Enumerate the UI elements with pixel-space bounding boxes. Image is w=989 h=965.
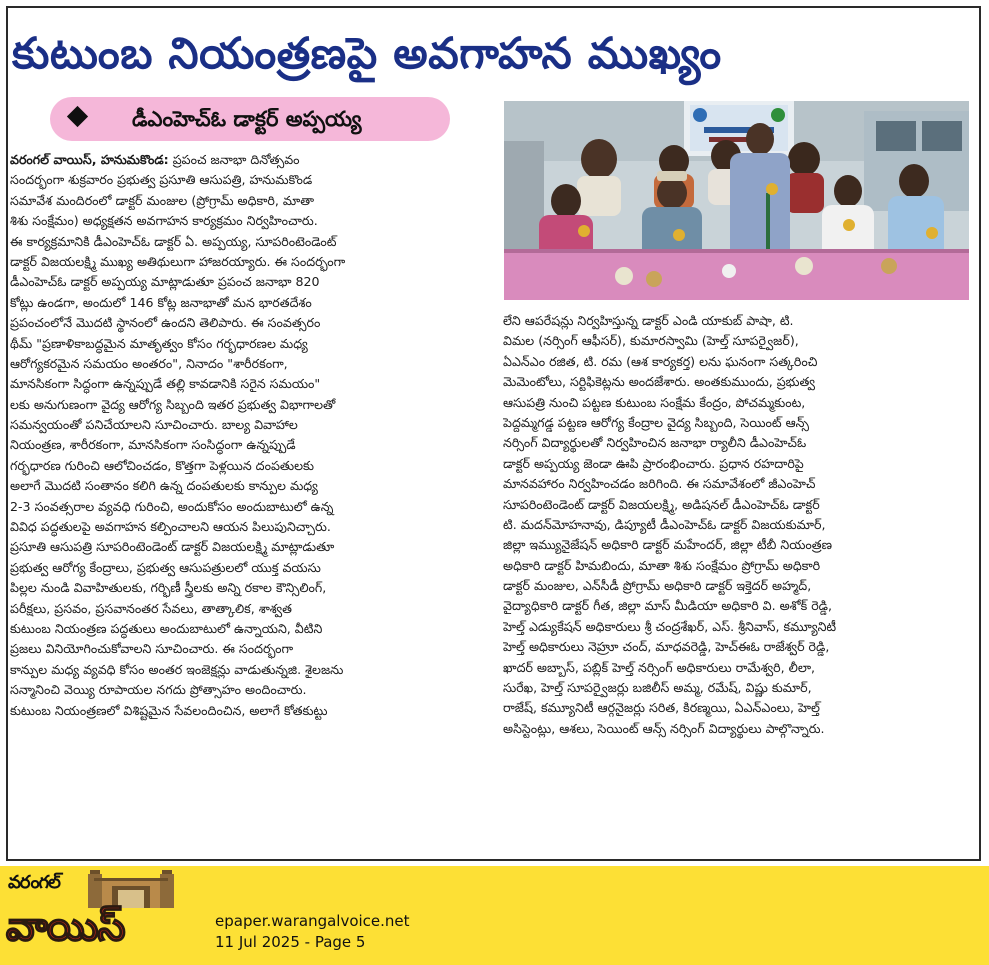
article-line: నర్సింగ్ విద్యార్థులతో నిర్వహించిన జనాభా ర్యాలీని డీఎంహెచ్ఓ [503,435,807,451]
logo-big-text: వాయిస్ [6,904,125,950]
article-line: అధికారి డాక్టర్ హిమబిందు, మాతా శిశు సంక్షేమం ప్రోగ్రామ్ అధికారి [503,557,821,573]
article-line [10,293,492,313]
article-line [10,558,492,578]
article-column-right [503,311,971,739]
article-line: మానవహారం నిర్వహించడం జరిగింది. ఈ సమావేశంలో జీఎంహెచ్ [503,476,816,492]
article-line-text: థీమ్ "ప్రణాళికాబద్ధమైన మాతృత్వం కోసం గర్భధారణల మధ్య [10,335,308,351]
article-line-text: పరీక్షలు, ప్రసవం, ప్రసవానంతర సేవలు, తాత్కాలిక, శాశ్వత [10,600,292,616]
article-line-text: సమన్వయంతో పనిచేయాలని సూచించారు. బాల్య వివాహాల [10,417,298,433]
article-line-text: సన్మానించి వెయ్యి రూపాయల నగదు ప్రోత్సాహం అందించారు. [10,682,307,698]
article-line-text: ప్రపంచ జనాభా దినోత్సవం [168,152,300,167]
article-line-text: గర్భధారణ గురించి ఆలోచించడం, కొత్తగా పెళ్లయిన దంపతులకు [10,457,314,473]
diamond-bullet-icon [67,106,88,127]
article-line: పెద్దమ్మగడ్డ పట్టణ ఆరోగ్య కేంద్రాల వైద్య సిబ్బంది, సెయింట్ ఆన్స్ [503,414,810,430]
dateline: వరంగల్ వాయిస్, హనుమకొండ: [10,152,169,167]
article-line-text: కాన్పుల మధ్య వ్యవధి కోసం అంతర ఇంజెక్షన్లు వాడుతున్నజి. శైలజను [10,661,344,677]
article-line [10,232,492,252]
article-line [10,272,492,292]
article-line [10,619,492,639]
article-line: రాజేష్, కమ్యూనిటీ ఆర్గనైజర్లు సరిత, కిరణ్మయి, ఏఎన్ఎంలు, హెల్త్ [503,700,820,716]
article-line-text: డీఎంహెచ్ఓ డాక్టర్ అప్పయ్య మాట్లాడుతూ ప్రపంచ జనాభా 820 [10,274,320,290]
article-line: సూపరింటెండెంట్ డాక్టర్ విజయలక్ష్మి, అడిషనల్ డీఎంహెచ్ఓ డాక్టర్ [503,496,820,512]
article-line-text: కుటుంబ నియంత్రణ పద్ధతులు అందుబాటులో ఉన్నాయని, వీటిని [10,620,323,636]
warangal-voice-logo [6,870,202,960]
article-line-text: ప్రపంచంలోనే మొదటి స్థానంలో ఉందని తెలిపారు. ఈ సంవత్సరం [10,315,321,331]
article-line [10,517,492,537]
article-line: ఖాదర్ అబ్బాస్, పబ్లిక్ హెల్త్ నర్సింగ్ అధికారులు రామేశ్వరి, లీలా, [503,659,816,675]
article-line [10,456,492,476]
event-photo [504,101,969,300]
article-line-text: ప్రసూతి ఆసుపత్రి సూపరింటెండెంట్ డాక్టర్ విజయలక్ష్మి మాట్లాడుతూ [10,539,335,555]
article-line: సురేఖ, హెల్త్ సూపర్వైజర్లు బజిలీస్ అమ్మ, రమేష్, విష్ణు కుమార్, [503,680,812,696]
article-line: టి. మదన్‌మోహనావు, డిప్యూటీ డీఎంహెచ్ఓ డాక్టర్ విజయకుమార్, [503,516,826,532]
article-line: మెమెంటోలు, సర్టిఫికెట్లను అందజేశారు. అంతకుముందు, ప్రభుత్వ [503,374,815,390]
article-line [10,170,492,190]
article-line: ఆసుపత్రి నుంచి పట్టణ కుటుంబ సంక్షేమ కేంద్రం, పోచమ్మకుంట, [503,394,806,410]
article-line [10,191,492,211]
event-photo-illustration [504,101,969,300]
article-line: లేని ఆపరేషన్లు నిర్వహిస్తున్న డాక్టర్ ఎండి యాకుబ్ పాషా, టి. [503,313,794,328]
article-line: హెల్త్ అధికారులు నెహ్రూ చంద్, మాధవరెడ్డి, హెచ్ఈఓ రాజేశ్వర్ రెడ్డి, [503,639,830,655]
article-line [10,701,492,721]
article-line [10,537,492,557]
article-line-text: నియంత్రణ, శారీరకంగా, మానసికంగా సంసిద్ధంగా ఉన్నప్పుడే [10,437,296,453]
article-line [10,395,492,415]
epaper-url: epaper.warangalvoice.net [215,912,410,930]
article-line-text: లకు అనుగుణంగా వైద్య ఆరోగ్య సిబ్బంది ఇతర ప్రభుత్వ విభాగాలతో [10,396,336,412]
article-line: వైద్యాధికారి డాక్టర్ గీత, జిల్లా మాస్ మీడియా అధికారి వి. అశోక్ రెడ్డి, [503,598,832,614]
article-line: అసిస్టెంట్లు, ఆశలు, సెయింట్ ఆన్స్ నర్సింగ్ విద్యార్థులు పాల్గొన్నారు. [503,720,825,736]
article-line-text: సమావేశ మందిరంలో డాక్టర్ మంజుల (ప్రోగ్రామ్ అధికారి, మాతా [10,192,315,208]
article-line-text: అలాగే మొదటి సంతానం కలిగి ఉన్న దంపతులకు కాన్పుల మధ్య [10,478,318,494]
article-line-text: కోట్లు ఉండగా, అందులో 146 కోట్ల జనాభాతో మన భారతదేశం [10,294,312,310]
article-line [10,599,492,619]
headline: కుటుంబ నియంత్రణపై అవగాహన ముఖ్యం [12,29,722,79]
article-line-text: డాక్టర్ విజయలక్ష్మి ముఖ్య అతిథులుగా హాజరయ్యారు. ఈ సందర్భంగా [10,253,346,269]
article-line [10,435,492,455]
article-line [10,374,492,394]
article-line-text: శిశు సంక్షేమం) అధ్యక్షతన అవగాహన కార్యక్రమం నిర్వహించారు. [10,213,318,229]
article-line [10,150,492,170]
article-line: జిల్లా ఇమ్యునైజేషన్ అధికారి డాక్టర్ మహేందర్, జిల్లా టీబీ నియంత్రణ [503,537,832,553]
article-line: ఏఎన్ఎం రజిత, టి. రమ (ఆశ కార్యకర్త) లను ఘనంగా సత్కరించి [503,353,818,369]
article-line [10,639,492,659]
article-line: విమల (నర్సింగ్ ఆఫీసర్), కుమారస్వామి (హెల్త్ సూపర్వైజర్), [503,333,799,349]
logo-small-text: వరంగల్ [8,872,60,893]
article-line [10,476,492,496]
article-line-text: పిల్లల నుండి వివాహితులకు, గర్భిణీ స్త్రీలకు అన్ని రకాల కౌన్సిలింగ్, [10,580,327,596]
article-line [10,680,492,700]
article-line-text: ప్రభుత్వ ఆరోగ్య కేంద్రాలు, ప్రభుత్వ ఆసుపత్రులలో యుక్త వయసు [10,559,321,575]
article-line: డాక్టర్ అప్పయ్య జెండా ఊపి ప్రారంభించారు. ప్రధాన రహదారిపై [503,455,804,471]
article-line-text: ఈ కార్యక్రమానికి డీఎంహెచ్ఓ డాక్టర్ ఏ. అప్పయ్య, సూపరింటెండెంట్ [10,233,337,249]
article-line: డాక్టర్ మంజుల, ఎన్‌సీడీ ప్రోగ్రామ్ అధికారి డాక్టర్ ఇక్తెదర్ అహ్మద్, [503,578,812,594]
article-line [10,252,492,272]
article-line-text: వివిధ పద్ధతులపై అవగాహన కల్పించాలని ఆయన పిలుపునిచ్చారు. [10,519,331,535]
subhead-banner [50,97,450,141]
article-line-text: ప్రజలు వినియోగించుకోవాలని సూచించారు. ఈ సందర్భంగా [10,641,294,657]
article-line [10,578,492,598]
article-line-text: ఆరోగ్యకరమైన సమయం అంతరం", నినాదం "శారీరకంగా, [10,355,288,371]
article-line [10,313,492,333]
article-line [10,497,492,517]
edition-date-page: 11 Jul 2025 - Page 5 [215,933,366,951]
article-line-text: 2-3 సంవత్సరాల వ్యవధి గురించి, అందుకోసం అందుబాటులో ఉన్న [10,498,334,514]
article-line [10,415,492,435]
article-line [10,660,492,680]
article-line [10,334,492,354]
article-line [10,211,492,231]
article-column-left [10,150,492,721]
article-line: హెల్త్ ఎడ్యుకేషన్ అధికారులు శ్రీ చంద్రశేఖర్, ఎస్. శ్రీనివాస్, కమ్యూనిటీ [503,618,837,634]
article-line-text: సందర్భంగా శుక్రవారం ప్రభుత్వ ప్రసూతి ఆసుపత్రి, హనుమకొండ [10,172,313,188]
article-line-text: కుటుంబ నియంత్రణలో విశిష్టమైన సేవలందించిన, అలాగే కోతకుట్టు [10,702,328,718]
article-line-text: మానసికంగా సిద్ధంగా ఉన్నప్పుడే తల్లి కావడానికి సరైన సమయం" [10,376,321,392]
article-line [10,354,492,374]
subhead-text: డీఎంహెచ్ఓ డాక్టర్ అప్పయ్య [132,107,362,131]
